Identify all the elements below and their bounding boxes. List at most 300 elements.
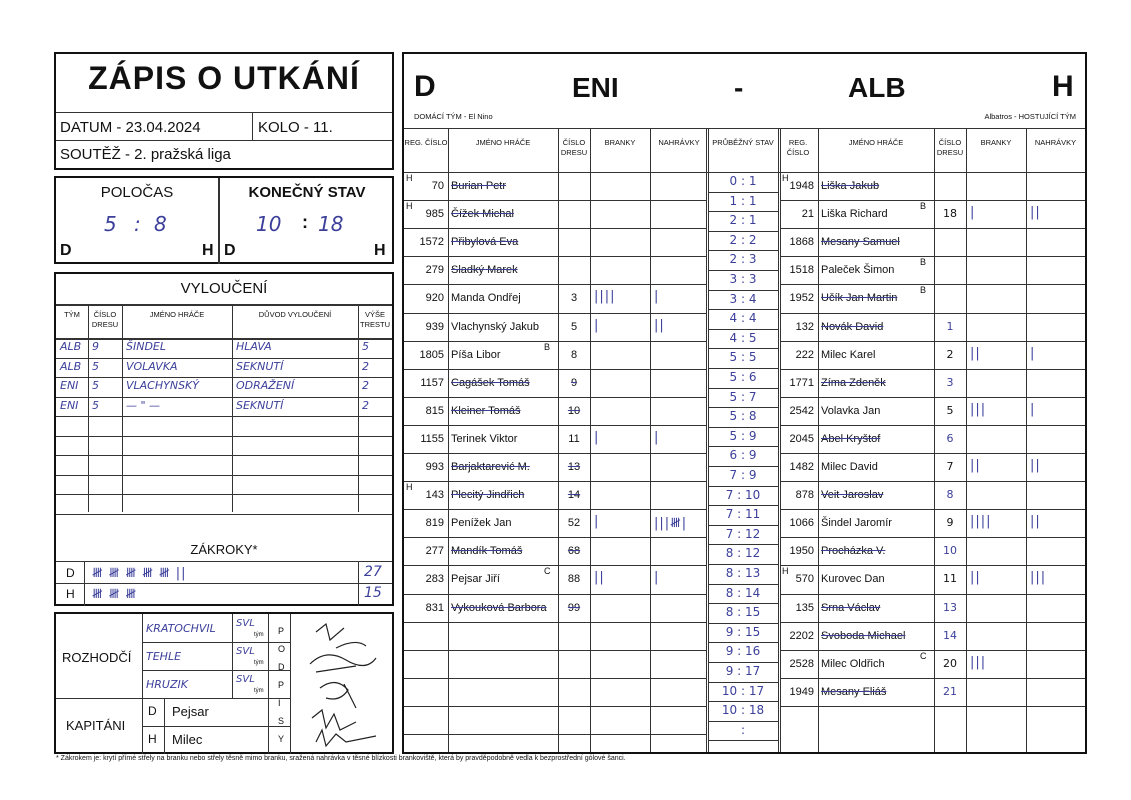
home-player-assists: | xyxy=(654,429,660,445)
score-progress-entry: 8 : 12 xyxy=(725,546,761,561)
exclusion-cell: 5 xyxy=(92,379,99,392)
row-rule xyxy=(708,721,778,722)
home-player-name: Burian Petr xyxy=(451,180,507,192)
row-rule xyxy=(404,313,706,314)
row-rule xyxy=(708,525,778,526)
home-player-name: Barjaktarević M. xyxy=(451,461,530,473)
home-team-name: DOMÁCÍ TÝM - El Nino xyxy=(414,112,493,121)
referee-3-team: SVL xyxy=(236,674,255,685)
away-letter: H xyxy=(1052,70,1074,103)
row-rule xyxy=(708,584,778,585)
home-player-assists: | xyxy=(654,570,660,586)
row-rule xyxy=(780,200,1085,201)
row-rule xyxy=(708,388,778,389)
home-player-assists: | xyxy=(654,289,660,305)
row-rule xyxy=(780,706,1085,707)
player-mark: B xyxy=(920,285,927,296)
away-player-dres: 13 xyxy=(943,600,957,614)
row-rule xyxy=(708,407,778,408)
row-rule xyxy=(404,509,706,510)
away-player-reg: 21 xyxy=(801,208,814,221)
home-player-reg: 985 xyxy=(425,208,444,221)
score-progress-entry: 8 : 14 xyxy=(725,585,761,600)
final-h: H xyxy=(374,242,386,259)
away-player-reg: 1949 xyxy=(789,685,814,698)
score-progress-entry: 5 : 8 xyxy=(729,409,757,424)
away-player-name: Mesany Eliáš xyxy=(821,685,887,698)
zakroky-d-tally: 𝍸 𝍸 𝍸 𝍸 𝍸 || xyxy=(92,566,187,581)
exclusion-cell: ALB xyxy=(60,359,82,373)
referee-3-team-sub: tým xyxy=(254,688,264,694)
away-player-reg: 1518 xyxy=(789,264,814,277)
player-mark: B xyxy=(544,341,551,352)
final-d: D xyxy=(224,242,236,259)
away-player-reg: 1948 xyxy=(789,180,814,192)
score-progress-entry: 7 : 9 xyxy=(729,468,757,482)
away-player-dres: 8 xyxy=(946,488,954,502)
halftime-h: H xyxy=(202,242,214,259)
row-rule xyxy=(708,270,778,271)
player-mark: H xyxy=(782,173,789,183)
row-rule xyxy=(708,662,778,663)
home-player-reg: 920 xyxy=(425,292,444,305)
row-rule xyxy=(404,706,706,707)
player-mark: C xyxy=(544,566,551,577)
halftime-separator: : xyxy=(134,212,141,236)
column-rule xyxy=(966,128,967,752)
exclusions-col-header: ČÍSLO DRESU xyxy=(91,310,119,329)
score-progress-entry: 9 : 15 xyxy=(725,624,761,639)
away-player-reg: 132 xyxy=(795,320,814,333)
footnote: * Zákrokem je: krytí přímé střely na branku nebo střely těsně mimo branku, sražená nahrávka v těsné blízkosti brankoviště, která by pravděpodobně vedla k bezprostřední gólové šanci. xyxy=(56,755,626,762)
away-player-reg: 2542 xyxy=(789,404,814,417)
row-rule xyxy=(404,622,706,623)
home-player-reg: 939 xyxy=(425,320,444,333)
column-rule xyxy=(232,304,233,512)
exclusions-box xyxy=(54,272,394,606)
away-player-dres: 21 xyxy=(943,684,957,698)
column-rule xyxy=(1026,128,1027,752)
away-player-dres: 20 xyxy=(943,656,957,670)
exclusions-col-header: VÝŠE TRESTU xyxy=(360,310,390,329)
row-rule xyxy=(708,231,778,232)
column-rule xyxy=(818,128,819,752)
home-player-goals: | xyxy=(594,429,600,445)
exclusion-cell: VOLAVKA xyxy=(126,359,178,373)
score-progress-entry: 5 : 7 xyxy=(729,389,757,404)
score-progress-entry: 8 : 13 xyxy=(725,566,761,580)
away-player-reg: 2202 xyxy=(789,629,814,642)
home-player-dres: 10 xyxy=(567,404,581,417)
score-progress-entry: 9 : 16 xyxy=(725,644,761,659)
row-rule xyxy=(56,455,392,456)
home-player-name: Kleiner Tomáš xyxy=(451,404,521,417)
referee-2-team: SVL xyxy=(236,646,255,657)
away-player-reg: 1771 xyxy=(789,376,814,389)
away-player-dres: 5 xyxy=(946,403,954,417)
roster-col-header: PRŮBĚŽNÝ STAV xyxy=(712,138,774,147)
score-progress-entry: 6 : 9 xyxy=(729,448,757,463)
row-rule xyxy=(708,192,778,193)
captain-h-name: Milec xyxy=(172,732,203,747)
home-player-reg: 1805 xyxy=(419,348,444,361)
away-player-dres: 2 xyxy=(946,347,954,361)
away-player-name: Abel Kryštof xyxy=(821,432,881,445)
away-player-dres: 11 xyxy=(943,572,957,586)
roster-box xyxy=(402,52,1087,754)
away-player-reg: 1950 xyxy=(789,545,814,558)
roster-col-header: NAHRÁVKY xyxy=(1034,138,1077,147)
home-player-name: Píša Libor xyxy=(451,348,501,361)
row-rule xyxy=(708,564,778,565)
away-player-goals: || xyxy=(970,458,981,473)
row-rule xyxy=(780,622,1085,623)
row-rule xyxy=(708,486,778,487)
signatures-drawing xyxy=(296,618,392,752)
roster-col-header: REG. ČÍSLO xyxy=(404,138,448,147)
exclusion-cell: 2 xyxy=(362,359,369,373)
home-player-name: Cagášek Tomáš xyxy=(451,376,530,389)
zakroky-h-total: 15 xyxy=(364,585,382,601)
player-mark: B xyxy=(920,201,927,212)
column-rule xyxy=(448,128,449,752)
home-player-name: Přibylová Eva xyxy=(451,236,519,249)
home-player-assists: |||𝍸| xyxy=(654,516,688,532)
exclusion-cell: ŠINDEL xyxy=(126,340,167,353)
player-mark: H xyxy=(406,482,413,493)
score-progress-entry: 4 : 4 xyxy=(729,311,757,326)
row-rule xyxy=(780,537,1085,538)
score-progress-entry: 7 : 11 xyxy=(725,507,761,522)
home-player-goals: |||| xyxy=(594,289,616,305)
zakroky-h-tally: 𝍸 𝍸 𝍸 xyxy=(92,587,138,602)
home-player-reg: 993 xyxy=(425,461,444,473)
row-rule xyxy=(780,678,1085,679)
score-progress-entry: 2 : 2 xyxy=(729,232,757,247)
away-player-name: Kurovec Dan xyxy=(821,573,885,586)
exclusion-cell: 9 xyxy=(92,340,99,353)
away-code: ALB xyxy=(848,72,906,103)
score-progress-entry: 9 : 17 xyxy=(725,664,761,678)
score-progress-entry: 7 : 12 xyxy=(725,526,761,541)
row-rule xyxy=(404,425,706,426)
home-player-name: Penížek Jan xyxy=(451,517,512,530)
away-player-reg: 1868 xyxy=(789,236,814,249)
row-rule xyxy=(780,565,1085,566)
row-rule xyxy=(780,284,1085,285)
row-rule xyxy=(708,446,778,447)
away-player-name: Milec David xyxy=(821,461,878,473)
exclusion-cell: ENI xyxy=(60,398,79,412)
exclusion-cell: 2 xyxy=(362,379,369,392)
score-progress-entry: 5 : 9 xyxy=(729,428,757,443)
row-rule xyxy=(56,416,392,417)
away-player-dres: 7 xyxy=(946,460,954,473)
away-player-name: Milec Karel xyxy=(821,348,876,361)
away-player-goals: |||| xyxy=(970,514,992,530)
row-rule xyxy=(56,377,392,378)
competition-field: SOUTĚŽ - 2. pražská liga xyxy=(60,146,231,163)
captain-d-name: Pejsar xyxy=(172,704,209,719)
halftime-d: D xyxy=(60,242,72,259)
score-progress-entry: 7 : 10 xyxy=(725,487,761,502)
away-player-reg: 2528 xyxy=(789,657,814,670)
away-player-dres: 18 xyxy=(943,207,957,221)
home-player-name: Vykouková Barbora xyxy=(451,601,547,614)
row-rule xyxy=(780,481,1085,482)
home-player-goals: || xyxy=(594,570,605,586)
row-rule xyxy=(56,514,392,515)
row-rule xyxy=(708,427,778,428)
away-player-name: Paleček Šimon xyxy=(821,264,895,277)
final-home: 10 xyxy=(256,212,282,236)
home-player-name: Pejsar Jiří xyxy=(451,573,500,586)
home-player-dres: 8 xyxy=(570,348,578,361)
home-player-assists: || xyxy=(654,317,665,333)
row-rule xyxy=(56,397,392,398)
row-rule xyxy=(780,341,1085,342)
home-player-name: Mandík Tomáš xyxy=(451,545,523,558)
away-player-reg: 878 xyxy=(795,489,814,502)
score-dash: - xyxy=(734,72,744,103)
away-player-reg: 2045 xyxy=(789,432,814,445)
row-rule xyxy=(56,358,392,359)
roster-col-header: BRANKY xyxy=(604,138,636,147)
roster-col-header: NAHRÁVKY xyxy=(658,138,700,147)
row-rule xyxy=(708,642,778,643)
column-rule xyxy=(706,128,707,752)
home-player-dres: 68 xyxy=(567,545,581,558)
referee-2-name: TEHLE xyxy=(146,650,182,663)
away-player-name: Volavka Jan xyxy=(821,404,881,417)
score-progress-entry: 0 : 1 xyxy=(729,174,757,188)
roster-col-header: REG. ČÍSLO xyxy=(786,138,810,157)
column-rule xyxy=(358,304,359,512)
away-player-name: Procházka V. xyxy=(821,545,886,558)
row-rule xyxy=(708,701,778,702)
row-rule xyxy=(56,475,392,476)
exclusion-cell: SEKNUTÍ xyxy=(236,398,284,412)
score-progress-entry: 10 : 18 xyxy=(721,703,765,718)
exclusion-cell: 5 xyxy=(362,340,369,353)
away-player-reg: 1952 xyxy=(789,292,814,305)
roster-col-header: ČÍSLO DRESU xyxy=(560,138,588,157)
exclusion-cell: VLACHYNSKÝ xyxy=(126,379,199,392)
row-rule xyxy=(780,397,1085,398)
away-player-name: Zíma Zdeněk xyxy=(821,376,886,389)
row-rule xyxy=(708,211,778,212)
home-player-name: Terinek Viktor xyxy=(451,432,518,445)
row-rule xyxy=(780,509,1085,510)
away-player-name: Novák David xyxy=(821,320,884,333)
header-rule xyxy=(404,172,1085,173)
exclusion-cell: SEKNUTÍ xyxy=(236,359,284,373)
row-rule xyxy=(708,250,778,251)
score-box xyxy=(54,176,394,264)
score-progress-entry: 10 : 17 xyxy=(721,683,765,698)
row-rule xyxy=(780,594,1085,595)
row-rule xyxy=(780,228,1085,229)
officials-box xyxy=(54,612,394,754)
zakroky-label: ZÁKROKY* xyxy=(190,542,258,557)
away-player-name: Učík Jan Martin xyxy=(821,292,898,305)
home-player-reg: 815 xyxy=(425,404,444,417)
home-code: ENI xyxy=(572,72,619,103)
away-player-name: Liška Jakub xyxy=(821,180,880,192)
away-player-name: Veit Jaroslav xyxy=(821,489,884,502)
row-rule xyxy=(404,537,706,538)
away-player-reg: 222 xyxy=(795,348,814,361)
away-player-assists: ||| xyxy=(1030,570,1047,586)
row-rule xyxy=(404,481,706,482)
away-player-assists: || xyxy=(1030,205,1041,221)
halftime-label: POLOČAS xyxy=(100,184,174,201)
exclusions-label: VYLOUČENÍ xyxy=(180,280,268,297)
round-field: KOLO - 11. xyxy=(258,119,333,136)
home-player-dres: 13 xyxy=(567,461,581,473)
exclusions-col-header: TÝM xyxy=(64,310,80,319)
row-rule xyxy=(708,348,778,349)
home-player-dres: 3 xyxy=(570,292,578,305)
roster-col-header: ČÍSLO DRESU xyxy=(936,138,964,157)
zakroky-d-total: 27 xyxy=(364,564,382,580)
signatures-label: P O D P I S Y xyxy=(278,626,286,744)
row-rule xyxy=(404,650,706,651)
row-rule xyxy=(780,425,1085,426)
score-progress-entry: 5 : 5 xyxy=(729,350,757,365)
home-player-reg: 1155 xyxy=(420,432,444,445)
score-progress-entry: : xyxy=(740,722,746,737)
exclusion-cell: ENI xyxy=(60,379,79,392)
home-player-goals: | xyxy=(594,514,600,530)
row-rule xyxy=(404,200,706,201)
zakroky-h: H xyxy=(66,587,75,601)
player-mark: C xyxy=(920,650,927,661)
home-player-dres: 88 xyxy=(567,573,581,586)
home-player-reg: 143 xyxy=(425,489,444,502)
score-progress-entry: 3 : 4 xyxy=(729,291,757,306)
referee-1-team: SVL xyxy=(236,618,255,629)
home-player-name: Čížek Michal xyxy=(451,208,514,221)
home-player-reg: 279 xyxy=(425,264,444,277)
referee-1-name: KRATOCHVIL xyxy=(146,622,216,635)
roster-col-header: BRANKY xyxy=(980,138,1012,147)
home-player-dres: 5 xyxy=(570,320,578,333)
score-progress-entry: 2 : 3 xyxy=(729,252,757,267)
row-rule xyxy=(780,369,1085,370)
column-rule xyxy=(590,128,591,752)
row-rule xyxy=(404,734,706,735)
home-player-reg: 277 xyxy=(425,545,444,558)
home-player-dres: 9 xyxy=(570,376,578,389)
page-title: ZÁPIS O UTKÁNÍ xyxy=(88,60,360,96)
row-rule xyxy=(404,594,706,595)
column-rule xyxy=(122,304,123,512)
away-player-assists: | xyxy=(1030,345,1036,361)
row-rule xyxy=(404,341,706,342)
referee-1-team-sub: tým xyxy=(254,632,264,638)
exclusions-col-header: DŮVOD VYLOUČENÍ xyxy=(258,310,332,319)
score-progress-entry: 2 : 1 xyxy=(729,213,757,228)
player-mark: H xyxy=(406,201,413,212)
roster-col-header: JMÉNO HRÁČE xyxy=(475,138,531,147)
exclusion-cell: 5 xyxy=(92,398,99,412)
away-player-goals: || xyxy=(970,345,981,361)
row-rule xyxy=(56,436,392,437)
away-player-reg: 1482 xyxy=(789,461,814,473)
exclusion-cell: ODRAŽENÍ xyxy=(236,379,295,392)
row-rule xyxy=(708,544,778,545)
home-player-dres: 99 xyxy=(567,601,581,614)
home-player-reg: 831 xyxy=(425,601,444,614)
away-player-name: Srna Václav xyxy=(821,601,881,614)
home-player-reg: 819 xyxy=(425,517,444,530)
away-player-assists: | xyxy=(1030,401,1036,417)
final-label: KONEČNÝ STAV xyxy=(248,184,366,201)
score-progress-entry: 8 : 15 xyxy=(725,605,761,620)
away-player-dres: 14 xyxy=(943,628,957,642)
away-player-assists: || xyxy=(1030,458,1041,473)
home-player-dres: 11 xyxy=(568,432,580,445)
row-rule xyxy=(404,256,706,257)
halftime-away: 8 xyxy=(154,212,167,236)
row-rule xyxy=(404,678,706,679)
score-progress-entry: 4 : 5 xyxy=(729,330,757,345)
home-player-dres: 14 xyxy=(567,489,581,502)
player-mark: H xyxy=(782,566,789,577)
date-field: DATUM - 23.04.2024 xyxy=(60,119,201,136)
row-rule xyxy=(404,453,706,454)
row-rule xyxy=(708,290,778,291)
away-player-name: Liška Richard xyxy=(821,208,888,221)
row-rule xyxy=(708,603,778,604)
away-player-dres: 10 xyxy=(943,544,957,558)
referee-3-name: HRUZIK xyxy=(146,678,188,691)
away-player-goals: ||| xyxy=(970,654,987,670)
row-rule xyxy=(708,623,778,624)
home-player-name: Vlachynský Jakub xyxy=(451,320,540,333)
exclusion-cell: 5 xyxy=(92,359,99,373)
exclusion-cell: 2 xyxy=(362,398,369,412)
header-rule xyxy=(56,338,392,340)
row-rule xyxy=(708,329,778,330)
captains-label: KAPITÁNI xyxy=(66,718,126,733)
away-player-goals: || xyxy=(970,570,981,586)
player-mark: H xyxy=(406,173,413,183)
home-letter: D xyxy=(414,70,436,103)
home-player-name: Manda Ondřej xyxy=(451,292,521,305)
away-player-name: Milec Oldřich xyxy=(821,657,885,670)
exclusions-col-header: JMÉNO HRÁČE xyxy=(149,310,205,319)
row-rule xyxy=(56,494,392,495)
score-progress-entry: 3 : 3 xyxy=(729,272,757,286)
score-progress-entry: 1 : 1 xyxy=(729,193,757,208)
row-rule xyxy=(780,256,1085,257)
halftime-home: 5 xyxy=(104,212,117,236)
player-mark: B xyxy=(920,257,927,268)
away-player-name: Svoboda Michael xyxy=(821,629,906,642)
row-rule xyxy=(780,313,1085,314)
home-player-goals: | xyxy=(594,317,600,333)
row-rule xyxy=(780,453,1085,454)
exclusion-cell: — " — xyxy=(126,398,161,412)
home-player-dres: 52 xyxy=(567,517,581,530)
row-rule xyxy=(404,284,706,285)
zakroky-d: D xyxy=(66,566,75,580)
away-player-dres: 1 xyxy=(946,319,954,333)
row-rule xyxy=(404,565,706,566)
away-player-reg: 570 xyxy=(795,573,814,586)
